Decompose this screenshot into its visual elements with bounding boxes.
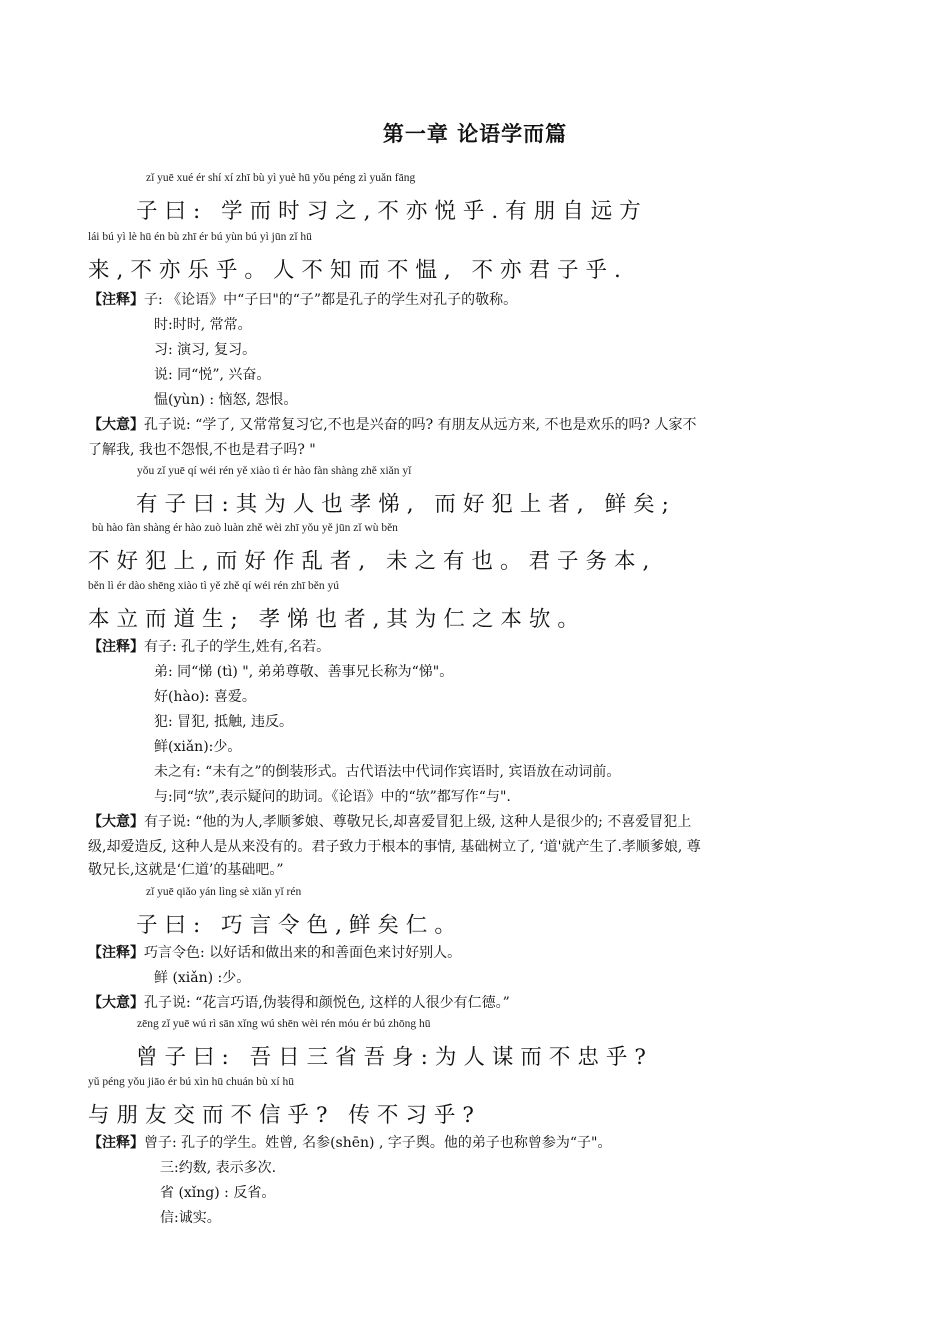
note-entry: 与:同“欤”,表示疑问的助词。《论语》中的“欤”都写作“与".	[154, 789, 511, 805]
verse-line: 与朋友交而不信乎? 传不习乎?	[88, 1103, 481, 1128]
pinyin-line: běn lì ér dào shēng xiào tì yě zhě qí wéi rén zhī běn yú	[88, 580, 340, 592]
note-entry	[88, 288, 517, 312]
note-entry: 鲜 (xiǎn) :少。	[154, 970, 251, 986]
meaning-text: 孔子说: “学了, 又常常复习它,不也是兴奋的吗? 有朋友从远方来, 不也是欢乐的吗? 人家不	[144, 417, 697, 433]
meaning-text: 级,却爱造反, 这种人是从来没有的。君子致力于根本的事情, 基础树立了, ‘道'就产生了.孝顺爹娘, 尊	[88, 839, 701, 855]
verse-line: 来,不亦乐乎。人不知而不愠, 不亦君子乎.	[88, 258, 628, 283]
note-entry: 愠(yùn) : 恼怒, 怨恨。	[154, 392, 298, 408]
note-tag: 【注释】	[88, 292, 144, 308]
note-tag: 【注释】	[88, 639, 144, 655]
pinyin-line: zēng zǐ yuē wú rì sān xǐng wú shēn wèi rén móu ér bú zhōng hū	[137, 1018, 431, 1030]
note-entry: 信:诚实。	[160, 1210, 221, 1226]
note-entry: 说: 同“悦”, 兴奋。	[154, 367, 271, 383]
note-entry: 好(hào): 喜爱。	[154, 689, 256, 705]
note-text: 子: 《论语》中“子曰"的“子”都是孔子的学生对孔子的敬称。	[144, 292, 518, 308]
note-tag: 【注释】	[88, 945, 144, 961]
verse-line: 子曰: 巧言令色,鲜矣仁。	[136, 913, 463, 938]
verse-line: 子曰: 学而时习之,不亦悦乎.有朋自远方	[136, 199, 648, 224]
note-entry: 犯: 冒犯, 抵触, 违反。	[154, 714, 293, 730]
pinyin-line: lái bú yì lè hū én bù zhī ér bú yùn bú yì jūn zǐ hū	[88, 231, 312, 243]
note-entry: 习: 演习, 复习。	[154, 342, 257, 358]
note-entry: 鲜(xiǎn):少。	[154, 739, 242, 755]
note-entry: 省 (xǐng) : 反省。	[160, 1185, 276, 1201]
note-text: 曾子: 孔子的学生。姓曾, 名参(shēn) , 字子舆。他的弟子也称曾参为“子"。	[144, 1135, 612, 1151]
verse-line: 本立而道生; 孝悌也者,其为仁之本欤。	[88, 607, 586, 632]
verse-line: 曾子曰: 吾日三省吾身:为人谋而不忠乎?	[136, 1045, 653, 1070]
note-text: 有子: 孔子的学生,姓有,名若。	[144, 639, 331, 655]
note-entry: 时:时时, 常常。	[154, 317, 252, 333]
pinyin-line: zǐ yuē xué ér shí xí zhī bù yì yuè hū yǒu péng zì yuǎn fāng	[146, 172, 416, 184]
pinyin-line: bù hào fàn shàng ér hào zuò luàn zhě wèi zhī yǒu yě jūn zǐ wù běn	[92, 522, 398, 534]
note-text: 巧言令色: 以好话和做出来的和善面色来讨好别人。	[144, 945, 462, 961]
meaning-text: 孔子说: “花言巧语,伪装得和颜悦色, 这样的人很少有仁德。”	[144, 995, 510, 1011]
meaning-tag: 【大意】	[88, 417, 144, 433]
meaning-text: 了解我, 我也不怨恨,不也是君子吗? "	[88, 442, 316, 458]
meaning-text: 有子说: “他的为人,孝顺爹娘、尊敬兄长,却喜爱冒犯上级, 这种人是很少的; 不喜爱冒犯上	[144, 814, 692, 830]
meaning-entry	[88, 991, 510, 1015]
pinyin-line: yǔ péng yǒu jiāo ér bú xìn hū chuán bù xí hū	[88, 1076, 295, 1088]
meaning-tag: 【大意】	[88, 814, 144, 830]
verse-line: 有子曰:其为人也孝悌, 而好犯上者, 鲜矣;	[136, 492, 676, 517]
chapter-title: 第一章 论语学而篇	[382, 121, 568, 146]
verse-line: 不好犯上,而好作乱者, 未之有也。君子务本,	[88, 549, 657, 574]
meaning-entry	[88, 810, 691, 834]
note-entry: 弟: 同“悌 (tì) ", 弟弟尊敬、善事兄长称为“悌"。	[154, 664, 454, 680]
note-entry	[88, 1131, 611, 1155]
note-tag: 【注释】	[88, 1135, 144, 1151]
meaning-entry	[88, 413, 697, 437]
meaning-tag: 【大意】	[88, 995, 144, 1011]
note-entry: 未之有: “未有之”的倒装形式。古代语法中代词作宾语时, 宾语放在动词前。	[154, 764, 621, 780]
pinyin-line: zǐ yuē qiǎo yán lìng sè xiǎn yǐ rén	[146, 886, 302, 898]
meaning-text: 敬兄长,这就是‘仁道’的基础吧。”	[88, 862, 284, 878]
note-entry	[88, 635, 330, 659]
note-entry	[88, 941, 461, 965]
note-entry: 三:约数, 表示多次.	[160, 1160, 277, 1176]
pinyin-line: yǒu zǐ yuē qí wéi rén yě xiào tì ér hào fàn shàng zhě xiǎn yǐ	[137, 465, 412, 477]
